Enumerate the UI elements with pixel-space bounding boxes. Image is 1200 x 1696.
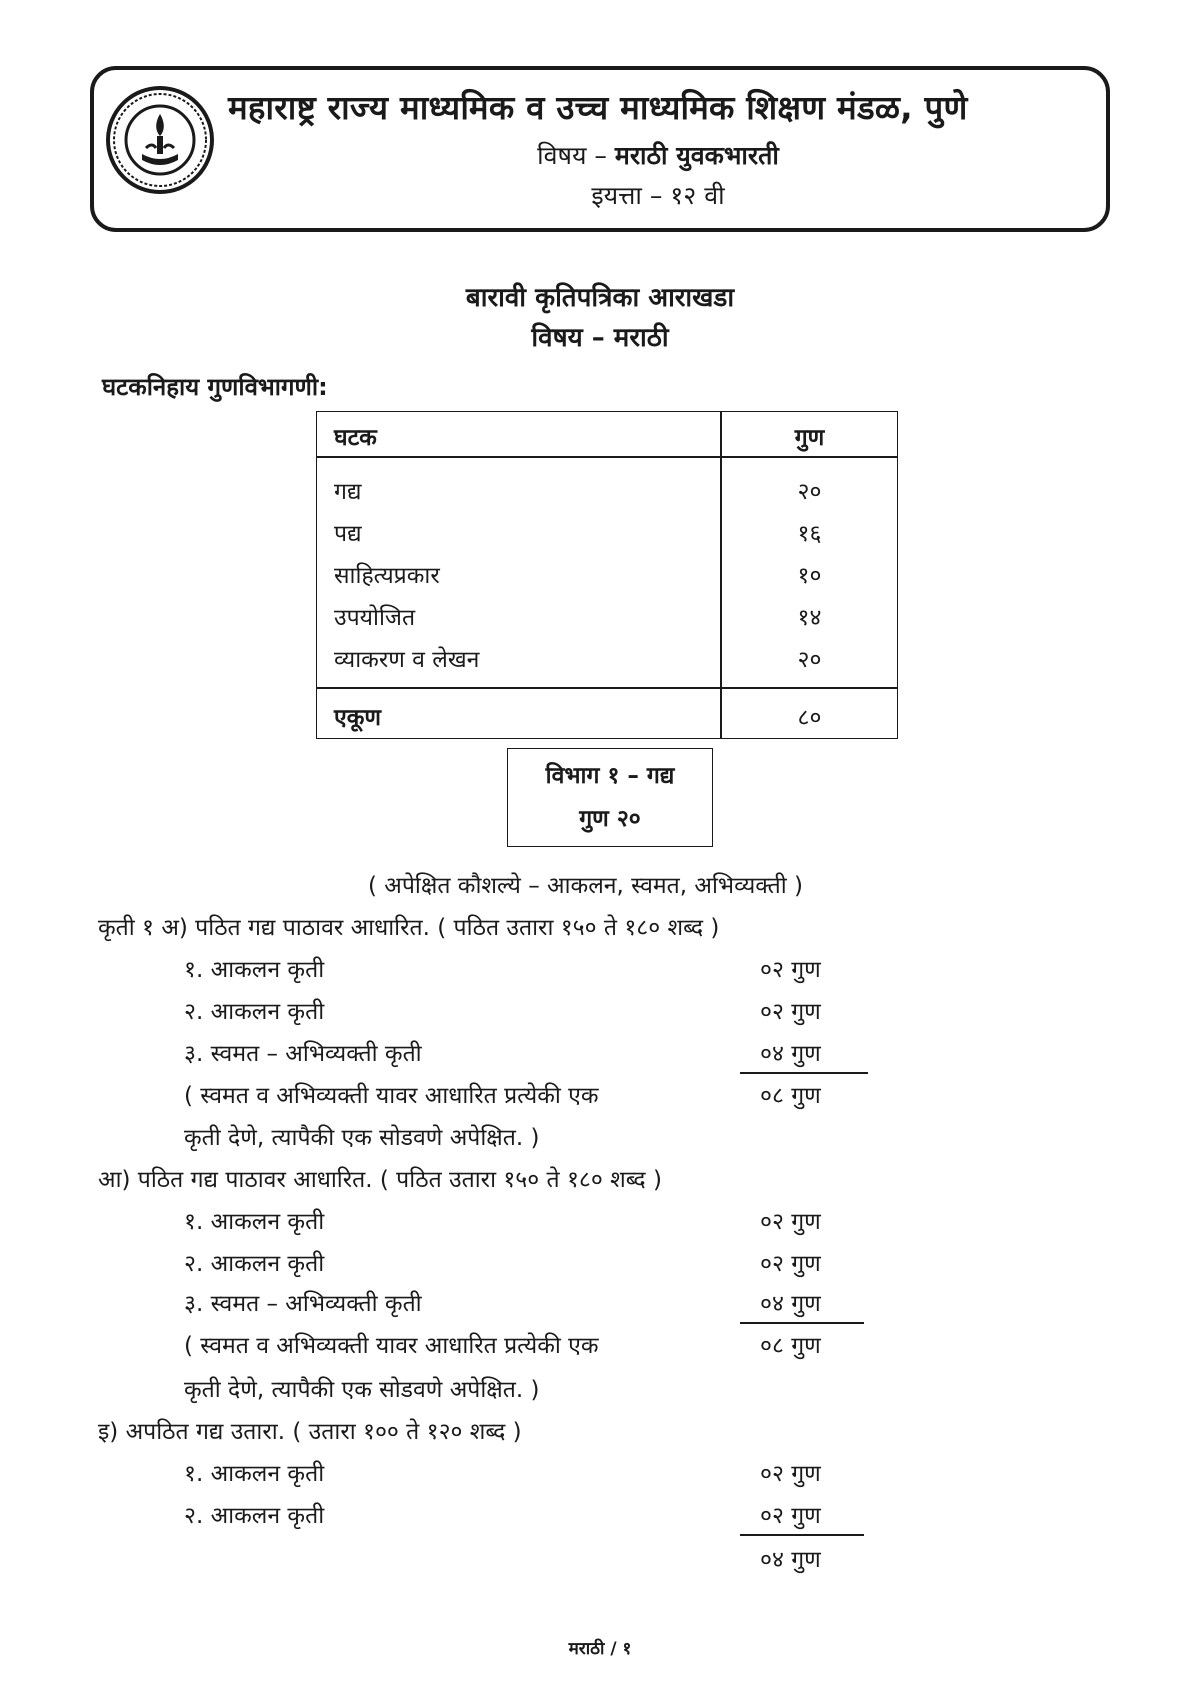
subject-line xyxy=(228,138,1088,172)
question-item: २. आकलन कृती xyxy=(184,1503,325,1529)
question-item-marks: ०२ गुण xyxy=(760,1209,821,1235)
subtotal-rule xyxy=(740,1322,864,1324)
question-note: ( स्वमत व अभिव्यक्ती यावर आधारित प्रत्येकी एक xyxy=(184,1083,599,1109)
question-item: १. आकलन कृती xyxy=(184,1461,325,1487)
table-header-component: घटक xyxy=(334,425,377,451)
skills-note: ( अपेक्षित कौशल्ये – आकलन, स्वमत, अभिव्यक्ती ) xyxy=(368,873,803,899)
marks-distribution-table xyxy=(316,411,898,739)
table-row-name: साहित्यप्रकार xyxy=(334,563,440,589)
question-item-marks: ०२ गुण xyxy=(760,1251,821,1277)
question-note: ( स्वमत व अभिव्यक्ती यावर आधारित प्रत्येकी एक xyxy=(184,1333,599,1359)
question-title: कृती १ अ) पठित गद्य पाठावर आधारित. ( पठित उतारा १५० ते १८० शब्द ) xyxy=(98,915,720,941)
question-item: २. आकलन कृती xyxy=(184,1251,325,1277)
document-title: बारावी कृतिपत्रिका आराखडा xyxy=(465,283,735,313)
table-row-name: गद्य xyxy=(334,479,362,505)
question-item-marks: ०२ गुण xyxy=(760,957,821,983)
question-total-marks: ०८ गुण xyxy=(760,1333,821,1359)
question-total-marks: ०४ गुण xyxy=(760,1547,821,1573)
table-total-marks: ८० xyxy=(797,705,822,731)
question-note: कृती देणे, त्यापैकी एक सोडवणे अपेक्षित. ) xyxy=(184,1377,540,1403)
board-name: महाराष्ट्र राज्य माध्यमिक व उच्च माध्यमिक शिक्षण मंडळ, पुणे xyxy=(228,88,968,127)
subtotal-rule xyxy=(740,1072,868,1074)
table-row-marks: १४ xyxy=(797,605,822,631)
question-total-marks: ०८ गुण xyxy=(760,1083,821,1109)
question-item-marks: ०२ गुण xyxy=(760,1503,821,1529)
section-marks: गुण २० xyxy=(579,806,641,832)
table-row-name: पद्य xyxy=(334,521,362,547)
table-row-marks: १६ xyxy=(797,521,822,547)
question-item-marks: ०४ गुण xyxy=(760,1291,821,1317)
document-subtitle: विषय – मराठी xyxy=(531,323,669,353)
question-item: १. आकलन कृती xyxy=(184,957,325,983)
subject-value: मराठी युवकभारती xyxy=(614,141,779,170)
table-header-marks: गुण xyxy=(794,425,825,451)
question-item-marks: ०२ गुण xyxy=(760,1461,821,1487)
board-seal-logo xyxy=(104,84,216,196)
question-title: इ) अपठित गद्य उतारा. ( उतारा १०० ते १२० शब्द ) xyxy=(98,1419,522,1445)
table-row-name: उपयोजित xyxy=(334,605,416,631)
table-row-marks: २० xyxy=(797,479,822,505)
table-total-label: एकूण xyxy=(334,705,382,731)
page-footer: मराठी / १ xyxy=(568,1639,632,1659)
subtotal-rule xyxy=(740,1534,864,1536)
question-title: आ) पठित गद्य पाठावर आधारित. ( पठित उतारा १५० ते १८० शब्द ) xyxy=(98,1167,662,1193)
question-item: ३. स्वमत – अभिव्यक्ती कृती xyxy=(184,1291,422,1317)
table-row-name: व्याकरण व लेखन xyxy=(334,647,480,673)
table-total-divider xyxy=(317,687,897,689)
subject-prefix: विषय – xyxy=(537,141,615,170)
question-item: २. आकलन कृती xyxy=(184,999,325,1025)
section-heading: विभाग १ – गद्य xyxy=(545,763,675,789)
question-item-marks: ०२ गुण xyxy=(760,999,821,1025)
question-note: कृती देणे, त्यापैकी एक सोडवणे अपेक्षित. ) xyxy=(184,1125,540,1151)
question-item-marks: ०४ गुण xyxy=(760,1041,821,1067)
distribution-label: घटकनिहाय गुणविभागणी: xyxy=(102,373,328,401)
table-header-divider xyxy=(317,456,897,458)
section-heading-box xyxy=(507,748,713,847)
question-item: १. आकलन कृती xyxy=(184,1209,325,1235)
table-row-marks: २० xyxy=(797,647,822,673)
question-item: ३. स्वमत – अभिव्यक्ती कृती xyxy=(184,1041,422,1067)
standard-line: इयत्ता – १२ वी xyxy=(591,181,725,210)
table-row-marks: १० xyxy=(797,563,822,589)
